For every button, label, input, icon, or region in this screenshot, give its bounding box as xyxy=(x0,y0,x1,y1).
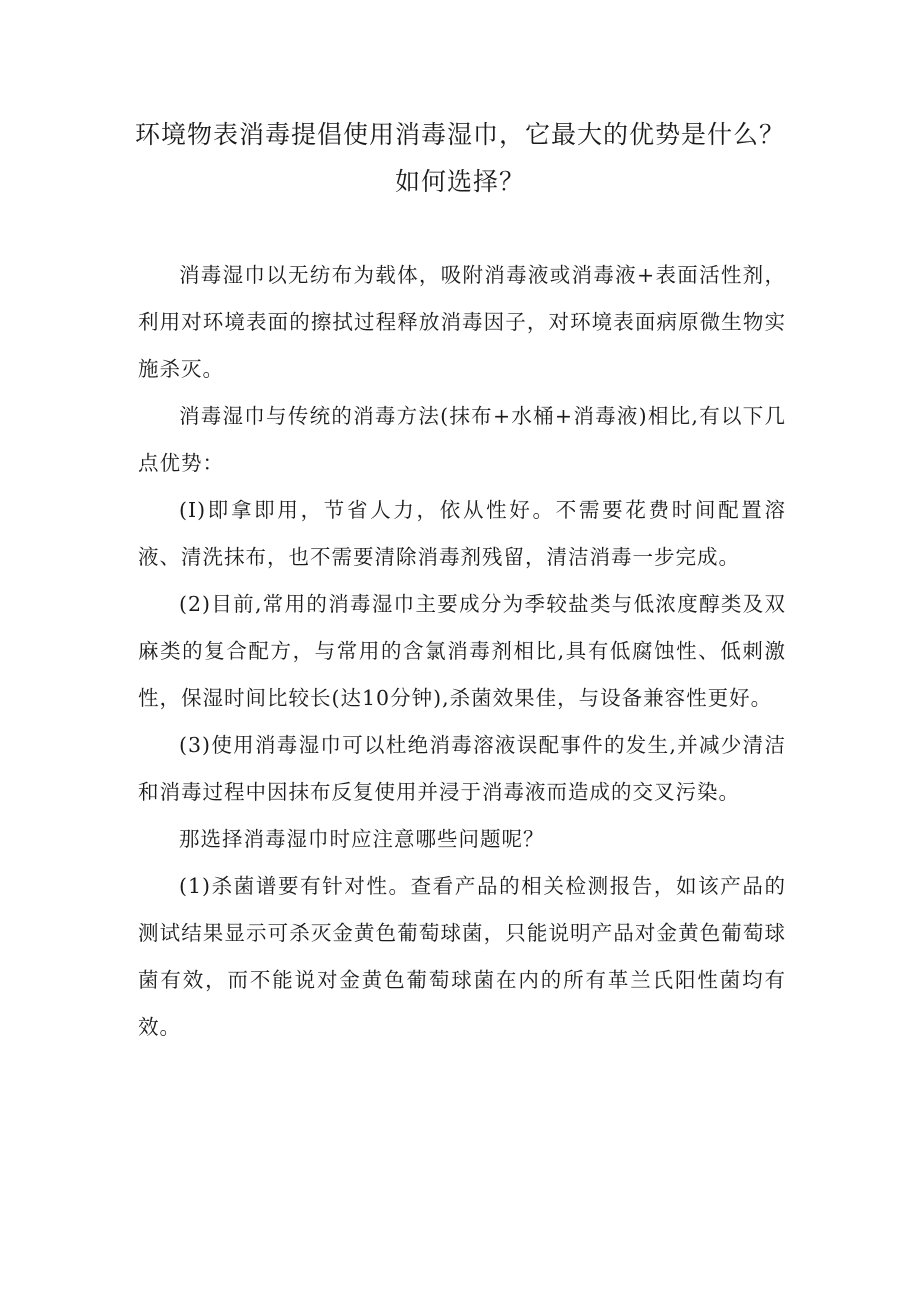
document-body xyxy=(138,252,786,1051)
paragraph-selection-question: 那选择消毒湿巾时应注意哪些问题呢？ xyxy=(179,827,545,851)
document-title: 环境物表消毒提倡使用消毒湿巾，它最大的优势是什么？如何选择？ xyxy=(134,120,785,196)
paragraph-intro: 消毒湿巾以无纺布为载体，吸附消毒液或消毒液+表面活性剂，利用对环境表面的擦拭过程释放消毒因子，对环境表面病原微生物实施杀灭。 xyxy=(138,263,786,381)
paragraph-advantage-3: (3)使用消毒湿巾可以杜绝消毒溶液误配事件的发生,并减少清洁和消毒过程中因抹布反复使用并浸于消毒液而造成的交叉污染。 xyxy=(138,733,786,804)
paragraph-advantage-2: (2)目前,常用的消毒湿巾主要成分为季较盐类与低浓度醇类及双麻类的复合配方，与常用的含氯消毒剂相比,具有低腐蚀性、低刺激性，保湿时间比较长(达10分钟),杀菌效果佳，与设备兼容性更好。 xyxy=(138,592,786,710)
paragraph-advantages-lead: 消毒湿巾与传统的消毒方法(抹布+水桶+消毒液)相比,有以下几点优势： xyxy=(138,404,786,475)
paragraph-advantage-1: (I)即拿即用，节省人力，依从性好。不需要花费时间配置溶液、清洗抹布，也不需要清除消毒剂残留，清洁消毒一步完成。 xyxy=(138,498,786,569)
paragraph-selection-1: (1)杀菌谱要有针对性。查看产品的相关检测报告，如该产品的测试结果显示可杀灭金黄色葡萄球菌，只能说明产品对金黄色葡萄球菌有效，而不能说对金黄色葡萄球菌在内的所有革兰氏阳性菌均有效。 xyxy=(138,874,786,1039)
